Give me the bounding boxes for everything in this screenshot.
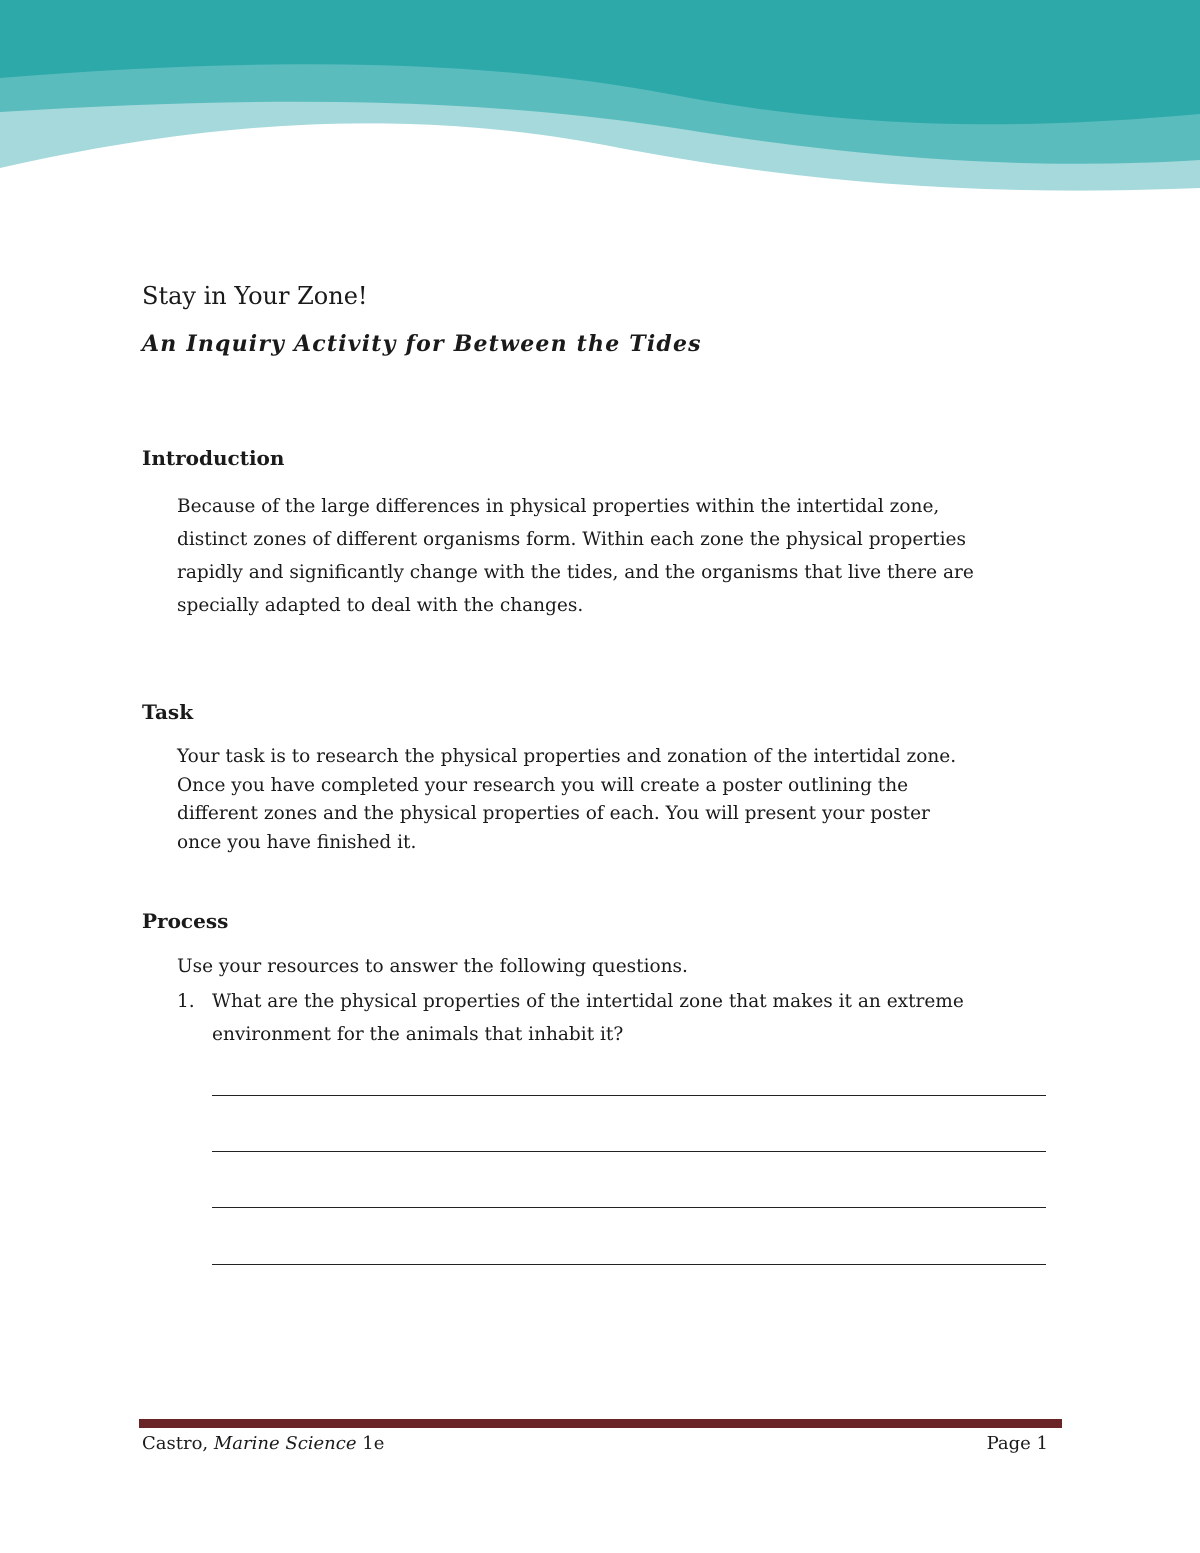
- introduction-line: specially adapted to deal with the changes.: [177, 595, 584, 616]
- question-text-line: environment for the animals that inhabit it?: [212, 1024, 624, 1045]
- task-line: Your task is to research the physical properties and zonation of the intertidal zone.: [177, 746, 957, 767]
- question-number: 1.: [177, 991, 195, 1012]
- question-1: [177, 985, 1077, 1051]
- footer-author: Castro,: [142, 1433, 209, 1454]
- introduction-line: Because of the large differences in physical properties within the intertidal zone,: [177, 496, 940, 517]
- task-line: once you have finished it.: [177, 831, 417, 853]
- introduction-line: rapidly and significantly change with the tides, and the organisms that live there are: [177, 562, 974, 583]
- process-lead: Use your resources to answer the following questions.: [177, 956, 688, 977]
- question-text-line: What are the physical properties of the intertidal zone that makes it an extreme: [212, 991, 964, 1012]
- introduction-paragraph: [177, 490, 1077, 622]
- introduction-heading: Introduction: [142, 446, 285, 470]
- answer-line-3[interactable]: [212, 1207, 1046, 1208]
- answer-line-2[interactable]: [212, 1151, 1046, 1152]
- page-title: Stay in Your Zone!: [142, 282, 368, 310]
- footer-citation: [142, 1433, 384, 1454]
- introduction-line: distinct zones of different organisms form. Within each zone the physical properties: [177, 529, 966, 550]
- task-heading: Task: [142, 700, 194, 724]
- page-number: Page 1: [986, 1433, 1048, 1454]
- task-line: different zones and the physical properties of each. You will present your poster: [177, 803, 930, 824]
- header-wave-banner: [0, 0, 1200, 200]
- answer-line-1[interactable]: [212, 1095, 1046, 1096]
- page-subtitle: An Inquiry Activity for Between the Tides: [142, 331, 702, 357]
- process-heading: Process: [142, 909, 229, 933]
- answer-line-4[interactable]: [212, 1264, 1046, 1265]
- footer-book-title: Marine Science: [213, 1433, 357, 1454]
- footer-divider: [139, 1419, 1062, 1428]
- task-line: Once you have completed your research you will create a poster outlining the: [177, 774, 909, 796]
- footer-edition: 1e: [362, 1433, 385, 1454]
- task-paragraph: [177, 743, 1077, 857]
